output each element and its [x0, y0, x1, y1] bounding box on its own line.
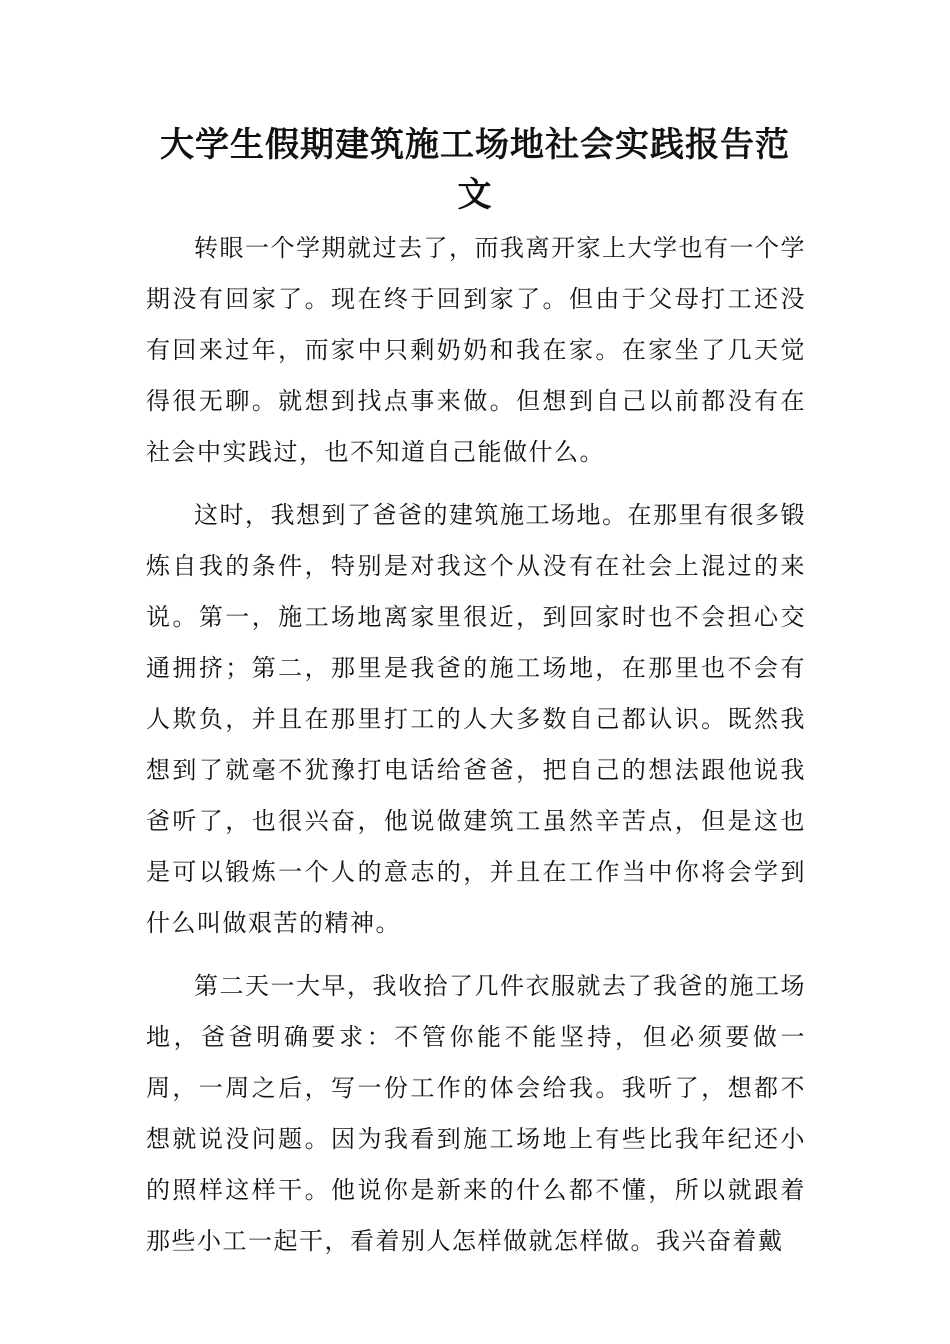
document-body — [146, 223, 806, 1279]
paragraph-3: 第二天一大早，我收拾了几件衣服就去了我爸的施工场地，爸爸明确要求：不管你能不能坚持，但必须要做一周，一周之后，写一份工作的体会给我。我听了，想都不想就说没问题。因为我看到施工场地上有些比我年纪还小的照样这样干。他说你是新来的什么都不懂，所以就跟着那些小工一起干，看着别人怎样做就怎样做。我兴奋着戴 — [146, 972, 806, 1255]
paragraph-1: 转眼一个学期就过去了，而我离开家上大学也有一个学期没有回家了。现在终于回到家了。但由于父母打工还没有回来过年，而家中只剩奶奶和我在家。在家坐了几天觉得很无聊。就想到找点事来做。但想到自己以前都没有在社会中实践过，也不知道自己能做什么。 — [146, 234, 806, 466]
document-title: 大学生假期建筑施工场地社会实践报告范文 — [160, 125, 790, 215]
paragraph-2: 这时，我想到了爸爸的建筑施工场地。在那里有很多锻炼自我的条件，特别是对我这个从没有在社会上混过的来说。第一，施工场地离家里很近，到回家时也不会担心交通拥挤；第二，那里是我爸的施工场地，在那里也不会有人欺负，并且在那里打工的人大多数自己都认识。既然我想到了就毫不犹豫打电话给爸爸，把自己的想法跟他说我爸听了，也很兴奋，他说做建筑工虽然辛苦点，但是这也是可以锻炼一个人的意志的，并且在工作当中你将会学到什么叫做艰苦的精神。 — [146, 501, 806, 937]
